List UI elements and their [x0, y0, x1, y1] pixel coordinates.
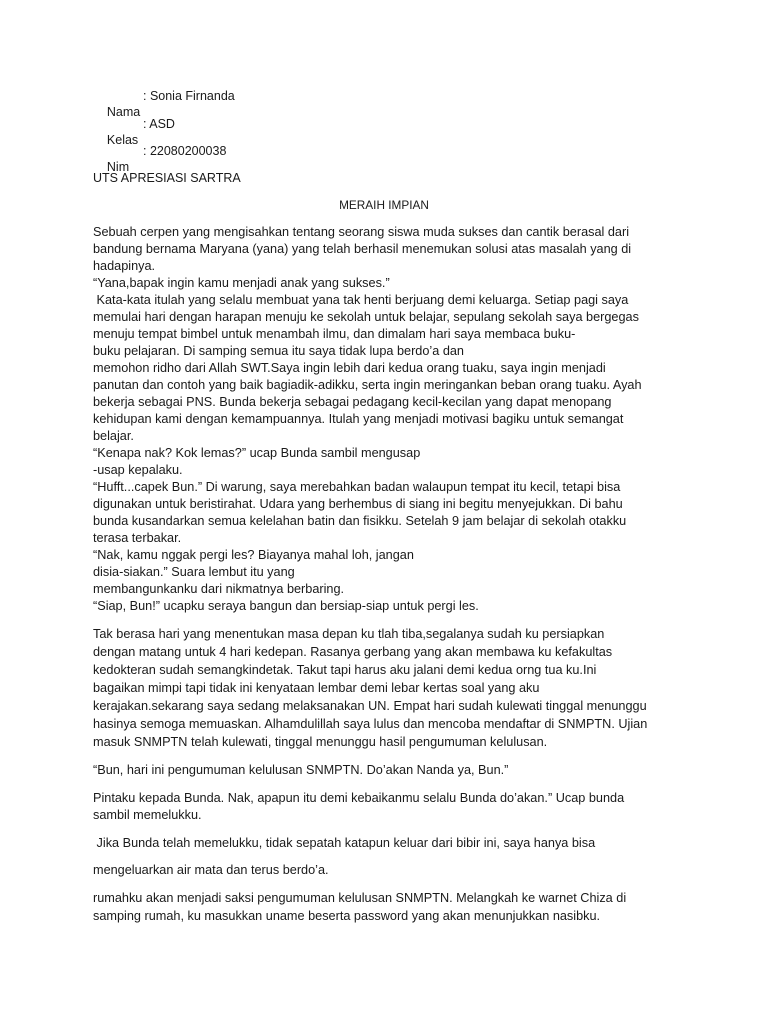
text-line: membangunkanku dari nikmatnya berbaring.: [93, 582, 345, 596]
text-line: Pintaku kepada Bunda. Nak, apapun itu demi kebaikanmu selalu Bunda do’akan.” Ucap bunda: [93, 791, 625, 805]
text-line: -usap kepalaku.: [93, 463, 183, 477]
kelas-value: : ASD: [143, 117, 175, 131]
text-line: buku pelajaran. Di samping semua itu saya tidak lupa berdo’a dan: [93, 344, 464, 358]
text-line: kehidupan kami dengan kemampuannya. Itulah yang menjadi motivasi bagiku untuk semangat: [93, 412, 624, 426]
text-line: “Nak, kamu nggak pergi les? Biayanya mahal loh, jangan: [93, 548, 414, 562]
text-line: sambil memelukku.: [93, 808, 202, 822]
text-line: Kata-kata itulah yang selalu membuat yana tak henti berjuang demi keluarga. Setiap pagi saya: [93, 293, 629, 307]
text-line: “Kenapa nak? Kok lemas?” ucap Bunda sambil mengusap: [93, 446, 421, 460]
text-line: Jika Bunda telah memelukku, tidak sepatah katapun keluar dari bibir ini, saya hanya bisa: [93, 836, 596, 850]
text-line: kerajakan.sekarang saya sedang melaksanakan UN. Empat hari sudah kulewati tinggal menunggu: [93, 699, 647, 713]
text-line: hasinya semoga memuaskan. Alhamdulillah saya lulus dan mencoba mendaftar di SNMPTN. Ujian: [93, 717, 648, 731]
text-line: disia-siakan.” Suara lembut itu yang: [93, 565, 295, 579]
text-line: masuk SNMPTN telah kulewati, tinggal menunggu hasil pengumuman kelulusan.: [93, 735, 548, 749]
text-line: “Hufft...capek Bun.” Di warung, saya merebahkan badan walaupun tempat itu kecil, tetapi bisa: [93, 480, 621, 494]
text-line: “Yana,bapak ingin kamu menjadi anak yang sukses.”: [93, 276, 390, 290]
kelas-label: Kelas: [106, 133, 139, 147]
text-line: Tak berasa hari yang menentukan masa depan ku tlah tiba,segalanya sudah ku persiapkan: [93, 627, 605, 641]
text-line: mengeluarkan air mata dan terus berdo’a.: [93, 863, 329, 877]
text-line: memulai hari dengan harapan menuju ke sekolah untuk belajar, sepulang sekolah saya bergegas: [93, 310, 639, 324]
text-line: bandung bernama Maryana (yana) yang telah berhasil menemukan solusi atas masalah yang di: [93, 242, 632, 256]
text-line: hadapinya.: [93, 259, 156, 273]
text-line: rumahku akan menjadi saksi pengumuman kelulusan SNMPTN. Melangkah ke warnet Chiza di: [93, 891, 627, 905]
nama-value: : Sonia Firnanda: [143, 89, 235, 103]
text-line: belajar.: [93, 429, 134, 443]
text-line: bunda kusandarkan semua kelelahan batin dan fisikku. Setelah 9 jam belajar di sekolah otakku: [93, 514, 627, 528]
course-name: UTS APRESIASI SARTRA: [93, 171, 241, 185]
text-line: panutan dan contoh yang baik bagiadik-adikku, serta ingin meringankan beban orang tuaku. Ayah: [93, 378, 642, 392]
text-line: Sebuah cerpen yang mengisahkan tentang seorang siswa muda sukses dan cantik berasal dari: [93, 225, 630, 239]
text-line: “Bun, hari ini pengumuman kelulusan SNMPTN. Do’akan Nanda ya, Bun.”: [93, 763, 509, 777]
text-line: dengan matang untuk 4 hari kedepan. Rasanya gerbang yang akan membawa ku kefakultas: [93, 645, 613, 659]
story-title: MERAIH IMPIAN: [339, 198, 429, 212]
text-line: terasa terbakar.: [93, 531, 182, 545]
text-line: memohon ridho dari Allah SWT.Saya ingin lebih dari kedua orang tuaku, saya ingin menjadi: [93, 361, 606, 375]
text-line: samping rumah, ku masukkan uname beserta password yang akan menunjukkan nasibku.: [93, 909, 601, 923]
nama-label: Nama: [106, 105, 141, 119]
text-line: menuju tempat bimbel untuk menambah ilmu, dan dimalam hari saya membaca buku-: [93, 327, 576, 341]
text-line: “Siap, Bun!” ucapku seraya bangun dan bersiap-siap untuk pergi les.: [93, 599, 479, 613]
text-line: bekerja sebagai PNS. Bunda bekerja sebagai pedagang kecil-kecilan yang dapat menopang: [93, 395, 612, 409]
nim-value: : 22080200038: [143, 144, 227, 158]
text-line: kedokteran sudah semangkindetak. Takut tapi harus aku jalani demi kedua orng tua ku.Ini: [93, 663, 597, 677]
nim-label: Nim: [106, 160, 130, 174]
text-line: digunakan untuk beristirahat. Udara yang berhembus di siang ini begitu menyejukkan. Di bahu: [93, 497, 623, 511]
text-line: bagaikan mimpi tapi tidak ini kenyataan lembar demi lebar kertas soal yang aku: [93, 681, 540, 695]
